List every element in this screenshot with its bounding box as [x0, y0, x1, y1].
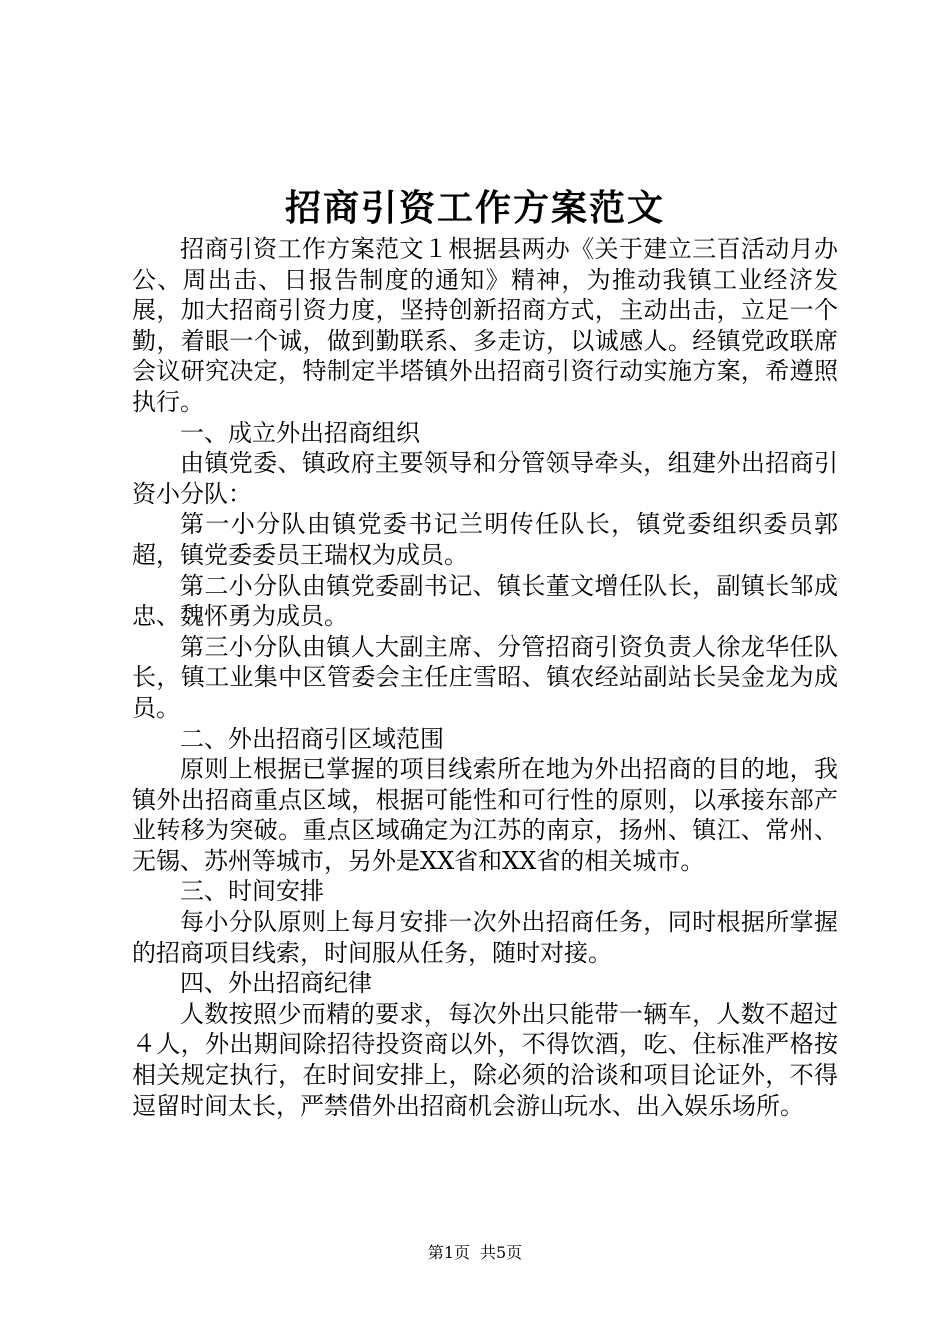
paragraph-intro: 招商引资工作方案范文１根据县两办《关于建立三百活动月办公、周出击、日报告制度的通知》精神，为推动我镇工业经济发展，加大招商引资力度，坚持创新招商方式，主动出击，立足一个勤，着眼一个诚，做到勤联系、多走访，以诚感人。经镇党政联席会议研究决定，特制定半塔镇外出招商引资行动实施方案，希遵照执行。: [132, 235, 838, 416]
paragraph: 第一小分队由镇党委书记兰明传任队长，镇党委组织委员郭超，镇党委委员王瑞权为成员。: [132, 510, 838, 569]
paragraph: 人数按照少而精的要求，每次外出只能带一辆车，人数不超过４人，外出期间除招待投资商以外，不得饮酒，吃、住标准严格按相关规定执行，在时间安排上，除必须的洽谈和项目论证外，不得逗留时间太长，严禁借外出招商机会游山玩水、出入娱乐场所。: [132, 999, 838, 1120]
paragraph: 由镇党委、镇政府主要领导和分管领导牵头，组建外出招商引资小分队：: [132, 449, 838, 508]
section-heading-1: 一、成立外出招商组织: [180, 418, 420, 447]
page-footer: [0, 1243, 950, 1263]
paragraph: 第二小分队由镇党委副书记、镇长董文增任队长，副镇长邹成忠、魏怀勇为成员。: [132, 571, 838, 631]
paragraph: 原则上根据已掌握的项目线索所在地为外出招商的目的地，我镇外出招商重点区域，根据可能性和可行性的原则，以承接东部产业转移为突破。重点区域确定为江苏的南京，扬州、镇江、常州、无锡、苏州等城市，另外是XX省和XX省的相关城市。: [132, 755, 838, 875]
section-heading-4: 四、外出招商纪律: [180, 969, 372, 998]
page-total: 共5页: [480, 1243, 523, 1262]
paragraph: 每小分队原则上每月安排一次外出招商任务，同时根据所掌握的招商项目线索，时间服从任务，随时对接。: [132, 908, 838, 967]
page-number: 第1页: [427, 1243, 470, 1262]
paragraph: 第三小分队由镇人大副主席、分管招商引资负责人徐龙华任队长，镇工业集中区管委会主任庄雪昭、镇农经站副站长吴金龙为成员。: [132, 632, 838, 722]
document-title: 招商引资工作方案范文: [284, 187, 665, 229]
section-heading-2: 二、外出招商引区域范围: [180, 724, 444, 753]
document-body: [132, 234, 838, 1121]
section-heading-3: 三、时间安排: [180, 877, 324, 906]
